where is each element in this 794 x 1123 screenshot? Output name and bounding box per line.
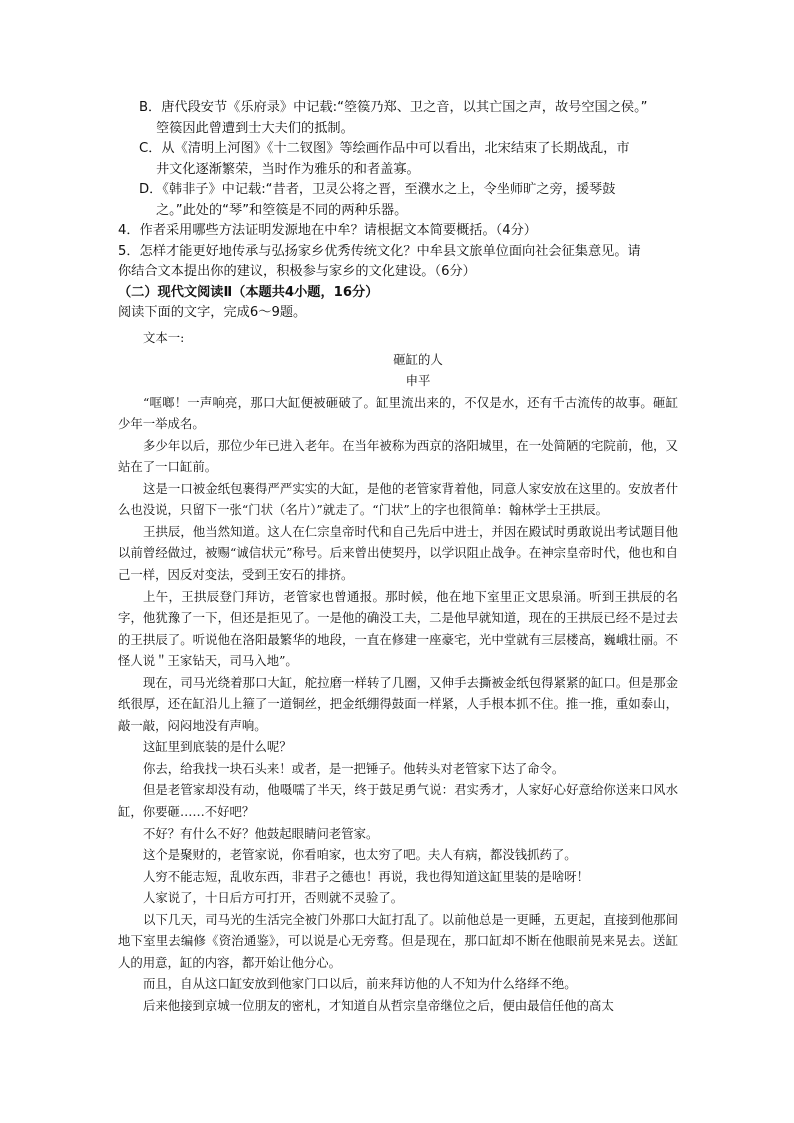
paragraph-16: 后来他接到京城一位朋友的密札，才知道自从哲宗皇帝继位之后，便由最信任他的高太 <box>143 997 614 1013</box>
option-c-line-1: C．从《清明上河图》《十二钗图》等绘画作品中可以看出，北宋结束了长期战乱，市 <box>139 141 630 156</box>
questions-block <box>118 98 683 324</box>
story-author: 申平 <box>405 373 431 389</box>
paragraph-4: 王拱辰，他当然知道。这人在仁宗皇帝时代和自己先后中进士，并因在殿试时勇敢说出考试题目他以前曾经做过，被赐“诚信状元”称号。后来曾出使契丹，以学识阻止战争。在神宗皇帝时代，他也和自己一样，因反对变法，受到王安石的排挤。 <box>118 523 678 583</box>
option-d-line-1: D．《韩非子》中记载:“昔者，卫灵公将之晋，至濮水之上，令坐师旷之旁，援琴鼓 <box>139 182 616 197</box>
paragraph-15: 而且，自从这口缸安放到他家门口以后，前来拜访他的人不知为什么络绎不绝。 <box>143 976 577 992</box>
question-5-line-1: 5．怎样才能更好地传承与弘扬家乡优秀传统文化？中牟县文旅单位面向社会征集意见。请 <box>118 243 641 259</box>
paragraph-13: 人家说了，十日后方可打开，否则就不灵验了。 <box>143 890 404 906</box>
section-heading: （二）现代文阅读Ⅱ（本题共4小题，16分） <box>118 284 379 300</box>
story-title: 砸缸的人 <box>393 351 443 367</box>
paragraph-8: 你去，给我找一块石头来！或者，是一把锤子。他转头对老管家下达了命令。 <box>143 760 565 776</box>
paragraph-5: 上午，王拱辰登门拜访，老管家也曾通报。那时候，他在地下室里正文思泉涌。听到王拱辰的名字，他犹豫了一下，但还是拒见了。一是他的确没工夫，二是他早就知道，现在的王拱辰已经不是过去的王拱辰了。听说他在洛阳最繁华的地段，一直在修建一座豪宅，光中堂就有三层楼高，巍峨壮丽。不怪人说＂王家钻天，司马入地”。 <box>118 588 678 669</box>
paragraph-7: 这缸里到底装的是什么呢？ <box>143 739 292 755</box>
text-label: 文本一: <box>143 330 185 345</box>
paragraph-9: 但是老管家却没有动，他嗫嚅了半天，终于鼓足勇气说：君实秀才，人家好心好意给你送来口风水缸，你要砸……不好吧？ <box>118 782 678 820</box>
paragraph-1: “哐啷！一声响亮，那口大缸便被砸破了。缸里流出来的，不仅是水，还有千古流传的故事。砸缸少年一举成名。 <box>118 394 678 432</box>
option-c-line-2: 井文化逐渐繁荣，当时作为雅乐的和者盖寡。 <box>156 161 420 177</box>
option-b-line-2: 箜篌因此曾遭到士大夫们的抵制。 <box>156 120 354 136</box>
question-5-line-2: 你结合文本提出你的建议，积极参与家乡的文化建设。（6分） <box>118 264 476 279</box>
paragraph-3: 这是一口被金纸包裹得严严实实的大缸，是他的老管家背着他，同意人家安放在这里的。安放者什么也没说，只留下一张“门状（名片）”就走了。“门状”上的字也很简单：翰林学士王拱辰。 <box>118 480 678 518</box>
section-instruction: 阅读下面的文字，完成6～9题。 <box>118 305 307 320</box>
question-4: 4．作者采用哪些方法证明发源地在中牟？请根据文本简要概括。（4分） <box>118 223 537 238</box>
reading-text <box>118 327 678 1017</box>
paragraph-14: 以下几天，司马光的生活完全被门外那口大缸打乱了。以前他总是一更睡，五更起，直接到他那间地下室里去编修《资治通鉴》，可以说是心无旁骛。但是现在，那口缸却不断在他眼前晃来晃去。送缸人的用意，缸的内容，都开始让他分心。 <box>118 911 678 970</box>
option-d-line-2: 之。”此处的“琴”和箜篌是不同的两种乐器。 <box>156 202 408 218</box>
paragraph-6: 现在，司马光绕着那口大缸，舵拉磨一样转了几圈，又伸手去撕被金纸包得紧紧的缸口。但是那金纸很厚，还在缸沿儿上箍了一道铜丝，把金纸绷得鼓面一样紧，人手根本抓不住。推一推，重如泰山，敲一敲，闷闷地没有声响。 <box>118 674 678 733</box>
paragraph-10: 不好？有什么不好？他鼓起眼睛问老管家。 <box>143 825 379 841</box>
paragraph-2: 多少年以后，那位少年已进入老年。在当年被称为西京的洛阳城里，在一处简陋的宅院前，他，又站在了一口缸前。 <box>118 437 678 475</box>
paragraph-12: 人穷不能志短，乱收东西，非君子之德也！再说，我也得知道这缸里装的是啥呀！ <box>143 868 590 884</box>
option-b-line-1: B．唐代段安节《乐府录》中记载:“箜篌乃郑、卫之音，以其亡国之声，故号空国之侯。” <box>139 100 648 115</box>
paragraph-11: 这个是聚财的，老管家说，你看咱家，也太穷了吧。夫人有病，都没钱抓药了。 <box>143 847 577 863</box>
